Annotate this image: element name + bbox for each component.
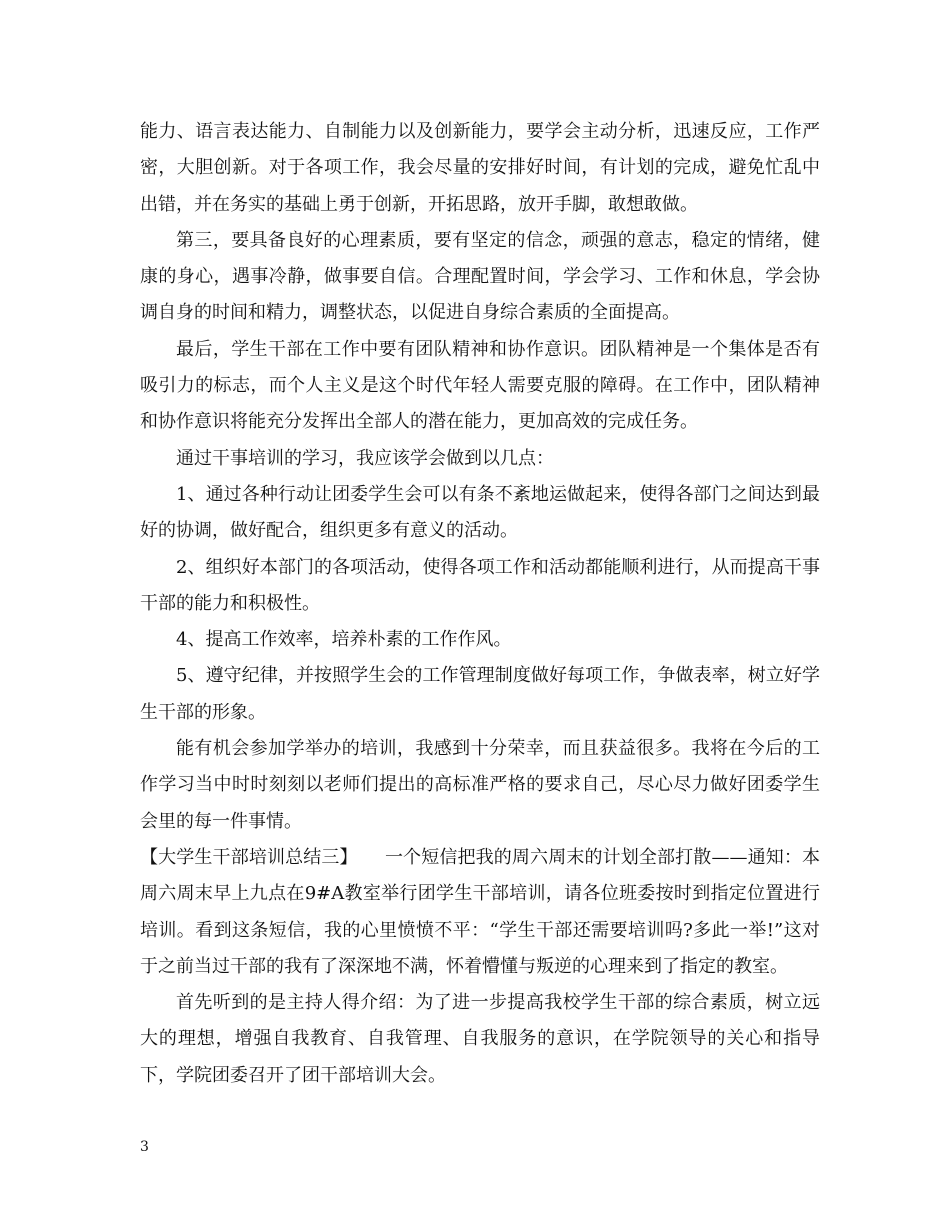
list-item-point-2: 2、组织好本部门的各项活动，使得各项工作和活动都能顺利进行，从而提高干事干部的能力和积极性。 [140,556,820,614]
page-number: 3 [140,1139,149,1155]
paragraph-gratitude: 能有机会参加学举办的培训，我感到十分荣幸，而且获益很多。我将在今后的工作学习当中时时刻刻以老师们提出的高标准严格的要求自己，尽心尽力做好团委学生会里的每一件事情。 [140,738,820,832]
paragraph-psychological-quality: 第三，要具备良好的心理素质，要有坚定的信念，顽强的意志，稳定的情绪，健康的身心，遇事冷静，做事要自信。合理配置时间，学会学习、工作和休息，学会协调自身的时间和精力，调整状态，以促进自身综合素质的全面提高。 [140,229,820,324]
list-item-point-4: 4、提高工作效率，培养朴素的工作作风。 [176,629,512,651]
paragraph-host-introduction: 首先听到的是主持人得介绍：为了进一步提高我校学生干部的综合素质，树立远大的理想，增强自我教育、自我管理、自我服务的意识，在学院领导的关心和指导下，学院团委召开了团干部培训大会。 [140,992,820,1086]
paragraph-ability-continuation: 能力、语言表达能力、自制能力以及创新能力，要学会主动分析，迅速反应，工作严密，大胆创新。对于各项工作，我会尽量的安排好时间，有计划的完成，避免忙乱中出错，并在务实的基础上勇于创新，开拓思路，放开手脚，敢想敢做。 [140,121,820,215]
list-item-point-5: 5、遵守纪律，并按照学生会的工作管理制度做好每项工作，争做表率，树立好学生干部的形象。 [140,665,820,723]
paragraph-team-spirit: 最后，学生干部在工作中要有团队精神和协作意识。团队精神是一个集体是否有吸引力的标志，而个人主义是这个时代年轻人需要克服的障碍。在工作中，团队精神和协作意识将能充分发挥出全部人的潜在能力，更加高效的完成任务。 [140,338,820,433]
list-item-point-1: 1、通过各种行动让团委学生会可以有条不紊地运做起来，使得各部门之间达到最好的协调，做好配合，组织更多有意义的活动。 [140,483,820,542]
paragraph-summary-three: 【大学生干部培训总结三】 一个短信把我的周六周末的计划全部打散——通知：本周六周末早上九点在9#A教室举行团学生干部培训，请各位班委按时到指定位置进行培训。看到这条短信，我的心里愤愤不平：“学生干部还需要培训吗?多此一举!”这对于之前当过干部的我有了深深地不满，怀着懵懂与叛逆的心理来到了指定的教室。 [140,846,820,977]
document-body [140,114,820,1094]
paragraph-training-points-intro: 通过干事培训的学习，我应该学会做到以几点： [176,447,554,469]
